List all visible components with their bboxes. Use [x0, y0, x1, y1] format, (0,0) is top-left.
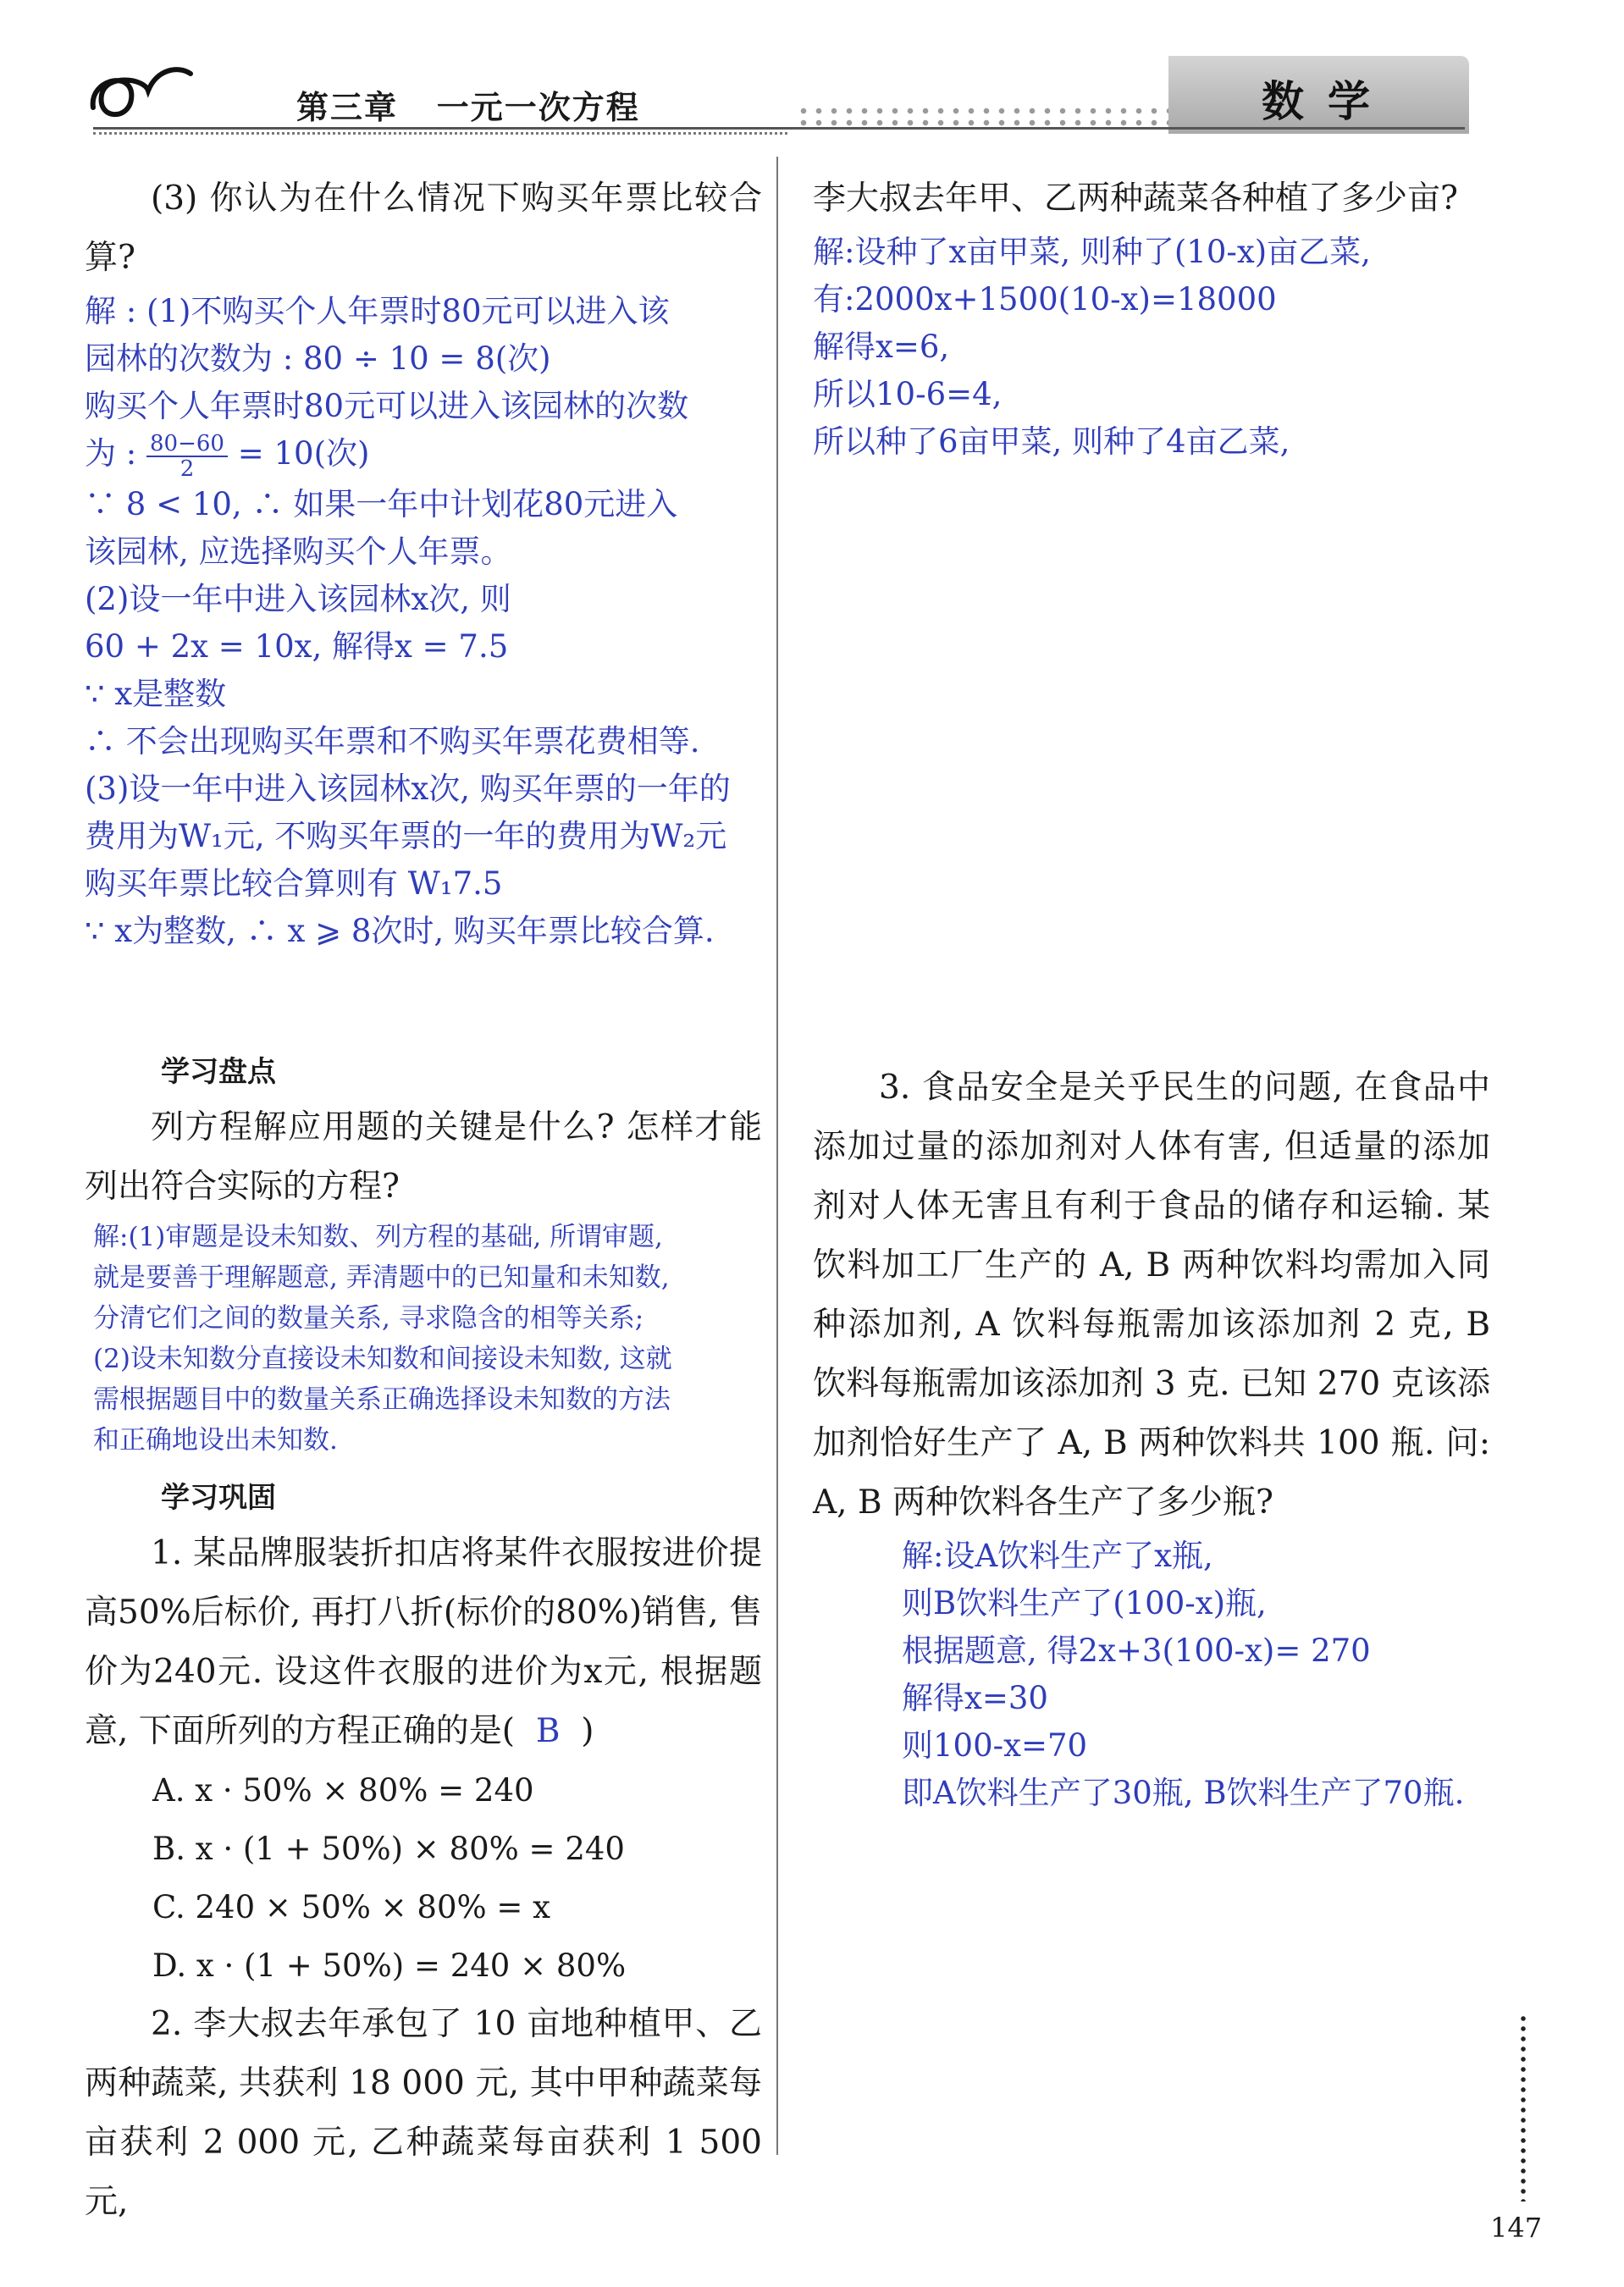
answer-line: 需根据题目中的数量关系正确选择设未知数的方法 [93, 1384, 671, 1415]
option-c: C. 240 × 50% × 80% = x [152, 1888, 551, 1925]
page-header [0, 0, 1624, 144]
solution-line: (2)设一年中进入该园林x次, 则 [85, 580, 511, 617]
fraction-suffix: = 10(次) [237, 435, 370, 472]
solution-line: 则100-x=70 [902, 1727, 1088, 1764]
solution-line: 根据题意, 得2x+3(100-x)= 270 [902, 1632, 1371, 1669]
solution-line: 即A饮料生产了30瓶, B饮料生产了70瓶. [902, 1775, 1465, 1811]
fraction-numerator: 80−60 [146, 432, 228, 457]
review-question: 列方程解应用题的关键是什么? 怎样才能列出符合实际的方程? [85, 1108, 762, 1206]
subject-label: 数学 [1262, 76, 1394, 126]
q3-solution [85, 288, 762, 955]
fraction [146, 432, 228, 481]
solution-line: 所以种了6亩甲菜, 则种了4亩乙菜, [813, 423, 1290, 460]
right-column [813, 169, 1490, 1817]
solution-line: (3)设一年中进入该园林x次, 购买年票的一年的 [85, 770, 731, 807]
question-1-close: ) [581, 1711, 594, 1750]
question-2-continued: 李大叔去年甲、乙两种蔬菜各种植了多少亩? [813, 180, 1458, 218]
solution-line: 购买年票比较合算则有 W₁7.5 [85, 865, 503, 902]
solution-line: 解得x=30 [902, 1680, 1048, 1716]
fraction-prefix: 为 : [85, 435, 146, 472]
question-2: 2. 李大叔去年承包了 10 亩地种植甲、乙两种蔬菜, 共获利 18 000 元, 其中甲种蔬菜每亩获利 2 000 元, 乙种蔬菜每亩获利 1 500 元, [85, 2004, 762, 2221]
option-a: A. x · 50% × 80% = 240 [152, 1771, 534, 1809]
solution-line: 所以10-6=4, [813, 376, 1003, 412]
solution-line: 有:2000x+1500(10-x)=18000 [813, 281, 1277, 318]
answer-line: (2)设未知数分直接设未知数和间接设未知数, 这就 [93, 1343, 672, 1374]
left-column [85, 169, 762, 2232]
question-3-part-3: (3) 你认为在什么情况下购买年票比较合算? [85, 180, 762, 277]
option-d: D. x · (1 + 50%) = 240 × 80% [152, 1947, 627, 1984]
question-1-answer: B [535, 1711, 561, 1750]
q2-solution [813, 229, 1490, 466]
section-heading-review: 学习盘点 [161, 1054, 276, 1089]
question-1-text: 1. 某品牌服装折扣店将某件衣服按进价提高50%后标价, 再打八折(标价的80%)销售, 售价为240元. 设这件衣服的进价为x元, 根据题意, 下面所列的方程正确的是( [85, 1533, 762, 1750]
solution-line: 60 + 2x = 10x, 解得x = 7.5 [85, 627, 509, 665]
solution-line: 解:设A饮料生产了x瓶, [902, 1538, 1213, 1574]
fraction-line [85, 430, 762, 481]
solution-line: 解 : (1)不购买个人年票时80元可以进入该 [85, 293, 670, 329]
question-1 [85, 1524, 762, 1761]
fraction-denominator: 2 [180, 456, 195, 482]
solution-line: 购买个人年票时80元可以进入该园林的次数 [85, 388, 689, 424]
q3-food-solution [902, 1533, 1490, 1817]
answer-line: 就是要善于理解题意, 弄清题中的已知量和未知数, [93, 1262, 670, 1293]
solution-line: 园林的次数为 : 80 ÷ 10 = 8(次) [85, 340, 551, 377]
solution-line: 解:设种了x亩甲菜, 则种了(10-x)亩乙菜, [813, 234, 1371, 270]
solution-line: 解得x=6, [813, 329, 950, 365]
solution-line: ∵ x为整数, ∴ x ⩾ 8次时, 购买年票比较合算. [85, 912, 715, 949]
option-b: B. x · (1 + 50%) × 80% = 240 [152, 1830, 625, 1867]
solution-line: ∵ 8 < 10, ∴ 如果一年中计划花80元进入 [85, 485, 678, 522]
solution-line: ∵ x是整数 [85, 675, 227, 712]
column-divider [776, 157, 778, 2155]
answer-line: 分清它们之间的数量关系, 寻求隐含的相等关系; [93, 1302, 644, 1334]
solution-line: 则B饮料生产了(100-x)瓶, [902, 1585, 1267, 1621]
solution-line: ∴ 不会出现购买年票和不购买年票花费相等. [85, 722, 700, 760]
solution-line: 费用为W₁元, 不购买年票的一年的费用为W₂元 [85, 817, 727, 854]
answer-line: 解:(1)审题是设未知数、列方程的基础, 所谓审题, [93, 1221, 663, 1252]
question-3: 3. 食品安全是关乎民生的问题, 在食品中添加过量的添加剂对人体有害, 但适量的添加剂对人体无害且有利于食品的储存和运输. 某饮料加工厂生产的 A, B 两种饮料均需加入同种添加剂, A 饮料每瓶需加该添加剂 2 克, B 饮料每瓶需加该添加剂 3 克. 已知 270 克该添加剂恰好生产了 A, B 两种饮料共 100 瓶. 问: A, B 两种饮料各生产了多少瓶? [813, 1069, 1490, 1522]
page-number: 147 [1490, 2212, 1543, 2244]
chapter-title: 第三章 一元一次方程 [296, 88, 640, 126]
header-dotted-rule [93, 132, 787, 135]
section-heading-consolidate: 学习巩固 [161, 1480, 276, 1515]
header-rule [93, 127, 1465, 130]
review-answer [93, 1217, 762, 1461]
solution-line: 该园林, 应选择购买个人年票。 [85, 533, 512, 570]
answer-line: 和正确地设出未知数. [93, 1424, 338, 1456]
swirl-logo-icon [85, 61, 195, 129]
margin-dot-column [1521, 2014, 1526, 2201]
